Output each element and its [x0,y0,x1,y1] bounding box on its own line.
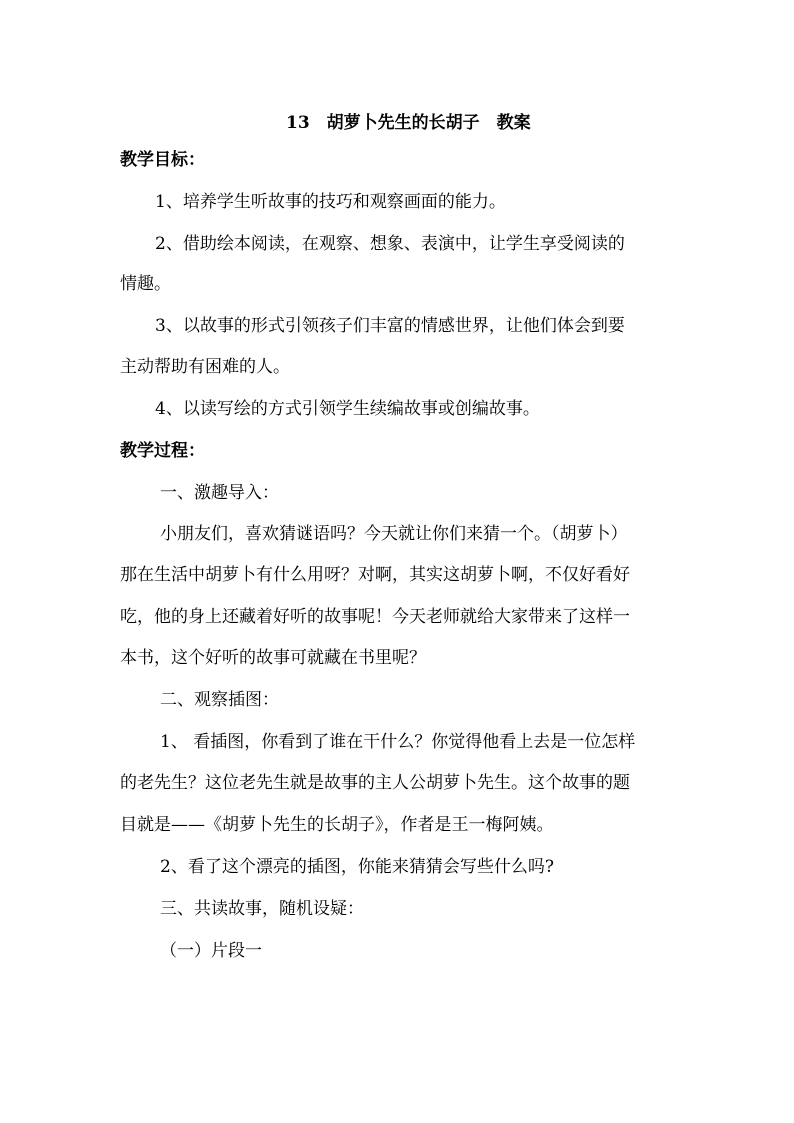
section-heading-process: 教学过程： [120,441,205,461]
goal-item-3-cont: 主动帮助有困难的人。 [120,357,290,377]
part2-paragraph-line: 目就是——《胡萝卜先生的长胡子》，作者是王一梅阿姨。 [120,815,554,835]
part1-paragraph-line: 本书，这个好听的故事可就藏在书里呢？ [120,648,426,668]
goal-item-2: 2、借助绘本阅读，在观察、想象、表演中，让学生享受阅读的 [155,234,625,254]
goal-item-2-cont: 情趣。 [120,274,171,294]
part2-paragraph-line: 1、 看插图，你看到了谁在干什么？你觉得他看上去是一位怎样 [160,732,636,752]
goal-item-1: 1、培养学生听故事的技巧和观察画面的能力。 [155,192,506,212]
part1-heading: 一、激趣导入： [160,483,279,503]
section-heading-goals: 教学目标： [120,150,205,170]
part1-paragraph-line: 那在生活中胡萝卜有什么用呀？对啊，其实这胡萝卜啊，不仅好看好 [120,565,630,585]
part1-paragraph-line: 吃，他的身上还藏着好听的故事呢！今天老师就给大家带来了这样一 [120,607,630,627]
part2-heading: 二、观察插图： [160,690,279,710]
document-title: 13 胡萝卜先生的长胡子 教案 [286,113,531,133]
part2-paragraph-line: 2、看了这个漂亮的插图，你能来猜猜会写些什么吗? [160,857,554,877]
part3-heading: 三、共读故事，随机设疑： [160,899,364,919]
goal-item-3: 3、以故事的形式引领孩子们丰富的情感世界，让他们体会到要 [155,316,625,336]
part2-paragraph-line: 的老先生？这位老先生就是故事的主人公胡萝卜先生。这个故事的题 [120,773,630,793]
part1-paragraph-line: 小朋友们，喜欢猜谜语吗？今天就让你们来猜一个。（胡萝卜） [160,524,628,544]
goal-item-4: 4、以读写绘的方式引领学生续编故事或创编故事。 [155,399,540,419]
part3-subheading: （一）片段一 [160,941,262,961]
